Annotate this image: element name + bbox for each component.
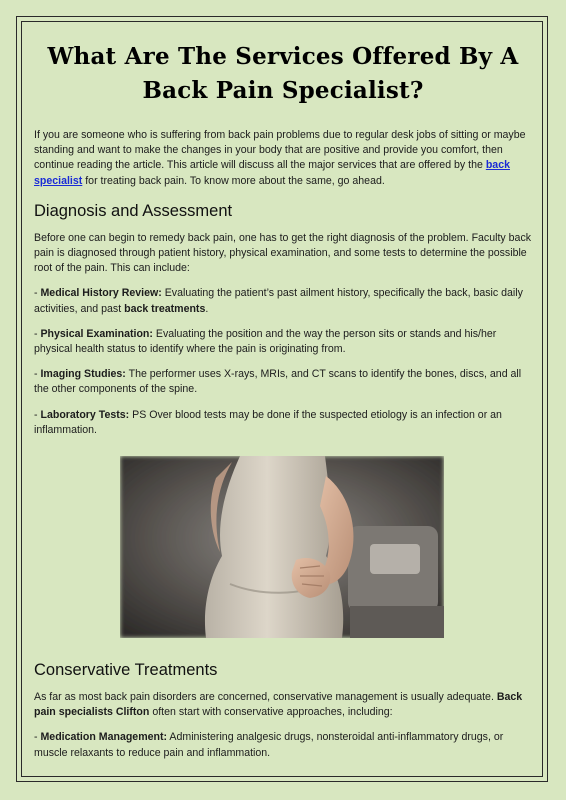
list-term: Imaging Studies: [40, 368, 126, 381]
diagnosis-intro: Before one can begin to remedy back pain, one has to get the right diagnosis of the problem. Faculty back pain is diagnosed through patient history, physical examination, and some tests to determine the possible root of the pain. This can include: [34, 231, 532, 275]
list-dash: - [34, 731, 41, 744]
conservative-intro [34, 690, 532, 720]
list-text: The performer uses X-rays, MRIs, and CT scans to identify the bones, discs, and all the other components of the spine. [34, 368, 522, 396]
section-heading-conservative: Conservative Treatments [34, 661, 218, 680]
list-end: . [205, 302, 209, 315]
list-item [34, 730, 532, 760]
list-dash: - [34, 287, 41, 300]
intro-text-after: for treating back pain. To know more about the same, go ahead. [82, 174, 385, 187]
list-text: Administering analgesic drugs, nonsteroidal anti-inflammatory drugs, or muscle relaxants to reduce pain and inflammation. [34, 731, 504, 759]
conservative-bold: Back pain specialists Clifton [34, 691, 523, 719]
back-pain-illustration [120, 456, 444, 638]
list-dash: - [34, 368, 41, 381]
list-item [34, 286, 532, 316]
back-specialist-link[interactable]: back specialist [34, 159, 510, 187]
conservative-text-before: As far as most back pain disorders are concerned, conservative management is usually adequate. [34, 691, 497, 704]
conservative-text-after: often start with conservative approaches, including: [149, 706, 393, 719]
intro-paragraph [34, 128, 532, 189]
list-item [34, 408, 532, 438]
list-term: Medication Management: [40, 731, 168, 744]
back-pain-photo [120, 456, 444, 638]
list-text: Evaluating the patient’s past ailment history, specifically the back, basic daily activities, and past [34, 287, 523, 315]
list-item [34, 367, 532, 397]
section-heading-diagnosis: Diagnosis and Assessment [34, 201, 233, 220]
article-title: What Are The Services Offered By A Back Pain Specialist? [47, 43, 519, 104]
intro-text-before: If you are someone who is suffering from back pain problems due to regular desk jobs of sitting or maybe standing and want to make the changes in your body that are positive and provide you comfort, then continue reading the article. This article will discuss all the major services that are offered by the [34, 129, 526, 172]
list-term: Physical Examination: [40, 327, 153, 340]
list-text: PS Over blood tests may be done if the suspected etiology is an infection or an inflammation. [34, 408, 502, 436]
list-dash: - [34, 408, 41, 421]
list-term: Medical History Review: [40, 287, 162, 300]
list-text: Evaluating the position and the way the person sits or stands and his/her physical health status to identify where the pain is originating from. [34, 327, 497, 356]
list-dash: - [34, 327, 41, 340]
list-bold-tail: back treatments [124, 302, 206, 315]
list-term: Laboratory Tests: [40, 408, 130, 421]
list-item [34, 327, 532, 357]
article [34, 40, 532, 771]
